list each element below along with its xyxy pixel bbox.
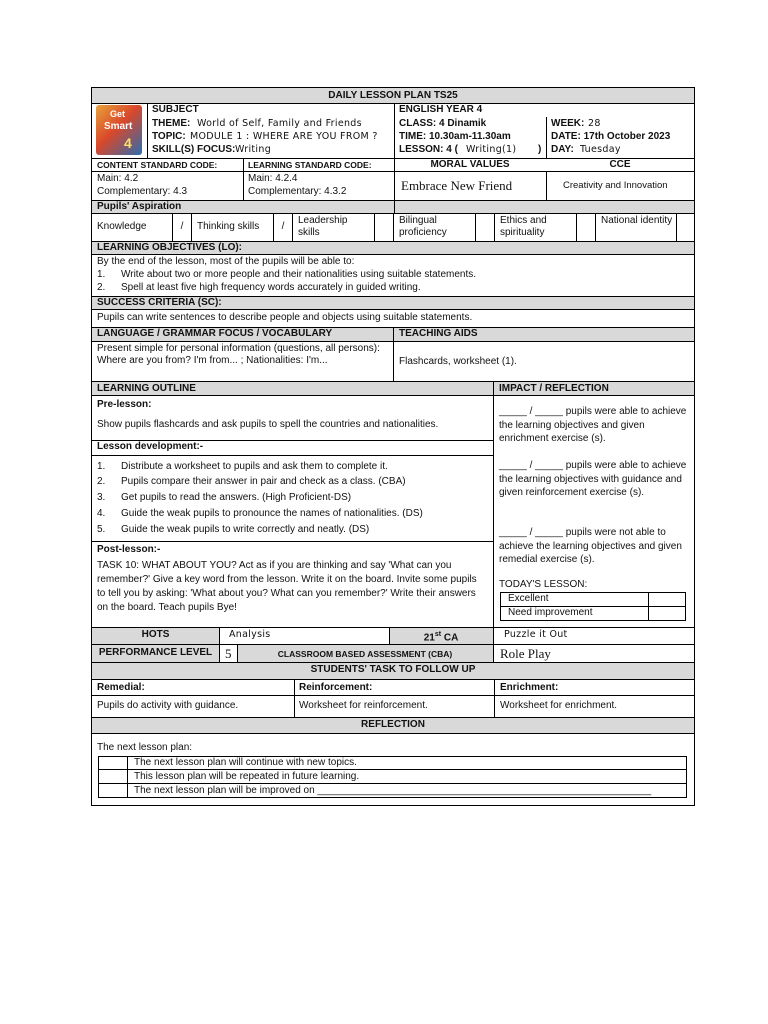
learning-outline-label: LEARNING OUTLINE: [97, 383, 196, 394]
week-label: WEEK:: [551, 118, 585, 129]
impact-enrichment: _____ / _____ pupils were able to achieve the learning objectives and given enrichment exercise (s).: [499, 406, 687, 444]
success-text: Pupils can write sentences to describe people and objects using suitable statements.: [97, 312, 473, 323]
objective-1: Write about two or more people and their nationalities using suitable statements.: [121, 269, 477, 280]
option-continue-checkbox[interactable]: [99, 757, 126, 769]
lesson-close: ): [538, 144, 542, 155]
aspiration-leadership: Leadership skills: [298, 215, 348, 238]
objectives-label: LEARNING OBJECTIVES (LO):: [97, 242, 243, 253]
ca-label: 21st CA: [423, 631, 459, 644]
dev-step-1: Distribute a worksheet to pupils and ask them to complete it.: [121, 461, 388, 472]
impact-label: IMPACT / REFLECTION: [499, 383, 609, 394]
hots-value: Analysis: [229, 629, 271, 640]
content-complementary: Complementary: 4.3: [97, 186, 188, 197]
aspiration-thinking: Thinking skills: [197, 221, 260, 232]
class-value: CLASS: 4 Dinamik: [399, 118, 487, 129]
objective-num-2: 2.: [97, 282, 106, 293]
skill-label: SKILL(S) FOCUS:: [152, 144, 236, 155]
reflection-option-repeat: This lesson plan will be repeated in future learning.: [134, 771, 360, 782]
enrichment-text: Worksheet for enrichment.: [500, 700, 618, 711]
hots-label: HOTS: [141, 629, 170, 640]
cba-value: Role Play: [500, 646, 551, 661]
impact-reinforcement: _____ / _____ pupils were able to achieve the learning objectives with guidance and given reinforcement exercise (s).: [499, 460, 687, 498]
post-lesson-label: Post-lesson:-: [97, 544, 161, 555]
theme-label: THEME:: [152, 118, 191, 129]
cba-label: CLASSROOM BASED ASSESSMENT (CBA): [277, 649, 453, 659]
dev-num-2: 2.: [97, 476, 106, 487]
book-cover-logo: Get Smart 4: [96, 105, 142, 155]
content-main: Main: 4.2: [97, 173, 139, 184]
dev-step-3: Get pupils to read the answers. (High Proficient-DS): [121, 492, 352, 503]
dev-num-5: 5.: [97, 524, 106, 535]
time-value: TIME: 10.30am-11.30am: [399, 131, 511, 142]
skill-value: Writing: [235, 144, 272, 155]
reflection-option-continue: The next lesson plan will continue with new topics.: [134, 757, 357, 768]
aspiration-knowledge-mark: /: [180, 221, 184, 232]
aspiration-ethics: Ethics and spirituality: [500, 215, 547, 238]
rating-need-improvement: Need improvement: [508, 607, 593, 618]
subject-label: SUBJECT: [152, 104, 199, 115]
option-repeat-checkbox[interactable]: [99, 770, 126, 783]
objectives-intro: By the end of the lesson, most of the pupils will be able to:: [97, 256, 355, 267]
dev-step-5: Guide the weak pupils to write correctly and neatly. (DS): [121, 524, 370, 535]
reflection-label: REFLECTION: [361, 719, 425, 730]
teaching-aids-text: Flashcards, worksheet (1).: [399, 356, 517, 367]
reflection-option-improve: The next lesson plan will be improved on ____________________________________________________________: [134, 785, 652, 796]
week-value: 28: [588, 118, 601, 129]
remedial-text: Pupils do activity with guidance.: [97, 700, 239, 711]
dev-num-1: 1.: [97, 461, 106, 472]
aspiration-bar: [92, 200, 694, 213]
topic-value: MODULE 1 : WHERE ARE YOU FROM ?: [190, 131, 378, 142]
need-improvement-checkbox[interactable]: [649, 607, 685, 620]
aspiration-thinking-mark: /: [281, 221, 285, 232]
success-label: SUCCESS CRITERIA (SC):: [97, 297, 222, 308]
day-label: DAY:: [551, 144, 574, 155]
moral-value: Embrace New Friend: [401, 178, 513, 193]
learning-main: Main: 4.2.4: [248, 173, 298, 184]
pre-lesson-text: Show pupils flashcards and ask pupils to spell the countries and nationalities.: [97, 419, 439, 430]
cce-value: Creativity and Innovation: [563, 180, 668, 191]
tasks-label: STUDENTS' TASK TO FOLLOW UP: [310, 664, 476, 675]
todays-lesson-label: TODAY'S LESSON:: [499, 579, 588, 590]
dev-step-4: Guide the weak pupils to pronounce the names of nationalities. (DS): [121, 508, 423, 519]
dev-step-2: Pupils compare their answer in pair and check as a class. (CBA): [121, 476, 406, 487]
topic-label: TOPIC:: [152, 131, 186, 142]
enrichment-label: Enrichment:: [500, 682, 559, 693]
dev-num-4: 4.: [97, 508, 106, 519]
language-label: LANGUAGE / GRAMMAR FOCUS / VOCABULARY: [97, 328, 333, 339]
aspiration-bilingual: Bilingual proficiency: [399, 215, 447, 238]
learning-standard-label: LEARNING STANDARD CODE:: [248, 160, 372, 170]
date-value: DATE: 17th October 2023: [551, 131, 671, 142]
day-value: Tuesday: [580, 144, 621, 155]
post-lesson-text: TASK 10: WHAT ABOUT YOU? Act as if you are thinking and say 'What can you remember?' Give a key word from the lesson. Write it on the board. Invite some pupils to tell you by asking: 'What about you? What can you remember?' Write their answers on the board. Teach pupils Bye!: [97, 560, 477, 613]
ca-value: Puzzle it Out: [504, 629, 568, 640]
performance-level-value: 5: [225, 646, 232, 661]
performance-level-label: PERFORMANCE LEVEL: [98, 647, 213, 658]
learning-complementary: Complementary: 4.3.2: [248, 186, 347, 197]
objective-num-1: 1.: [97, 269, 106, 280]
lesson-development-label: Lesson development:-: [97, 441, 204, 452]
option-improve-checkbox[interactable]: [99, 784, 126, 797]
excellent-checkbox[interactable]: [649, 593, 685, 606]
theme-value: World of Self, Family and Friends: [197, 118, 362, 129]
reinforcement-label: Reinforcement:: [299, 682, 373, 693]
objective-2: Spell at least five high frequency words accurately in guided writing.: [121, 282, 421, 293]
moral-values-label: MORAL VALUES: [430, 159, 510, 170]
pre-lesson-label: Pre-lesson:: [97, 399, 152, 410]
reinforcement-text: Worksheet for reinforcement.: [299, 700, 428, 711]
language-text: Present simple for personal information (questions, all persons): Where are you from? I'm from... ; Nationalities: I'm...: [97, 343, 380, 366]
subject-value: ENGLISH YEAR 4: [399, 104, 483, 115]
cce-label: CCE: [609, 159, 631, 170]
rating-excellent: Excellent: [508, 593, 549, 604]
aspiration-national: National identity: [601, 215, 673, 226]
page-title: DAILY LESSON PLAN TS25: [328, 90, 458, 101]
lesson-label: LESSON: 4 (: [399, 144, 458, 155]
dev-num-3: 3.: [97, 492, 106, 503]
lesson-value: Writing(1): [466, 144, 517, 155]
content-standard-label: CONTENT STANDARD CODE:: [97, 160, 218, 170]
aspiration-knowledge: Knowledge: [97, 221, 147, 232]
aspiration-label: Pupils' Aspiration: [97, 201, 182, 212]
impact-remedial: _____ / _____ pupils were not able to achieve the learning objectives and given remedial exercise (s).: [499, 527, 682, 565]
remedial-label: Remedial:: [97, 682, 145, 693]
teaching-aids-label: TEACHING AIDS: [399, 328, 478, 339]
reflection-intro: The next lesson plan:: [97, 742, 193, 753]
